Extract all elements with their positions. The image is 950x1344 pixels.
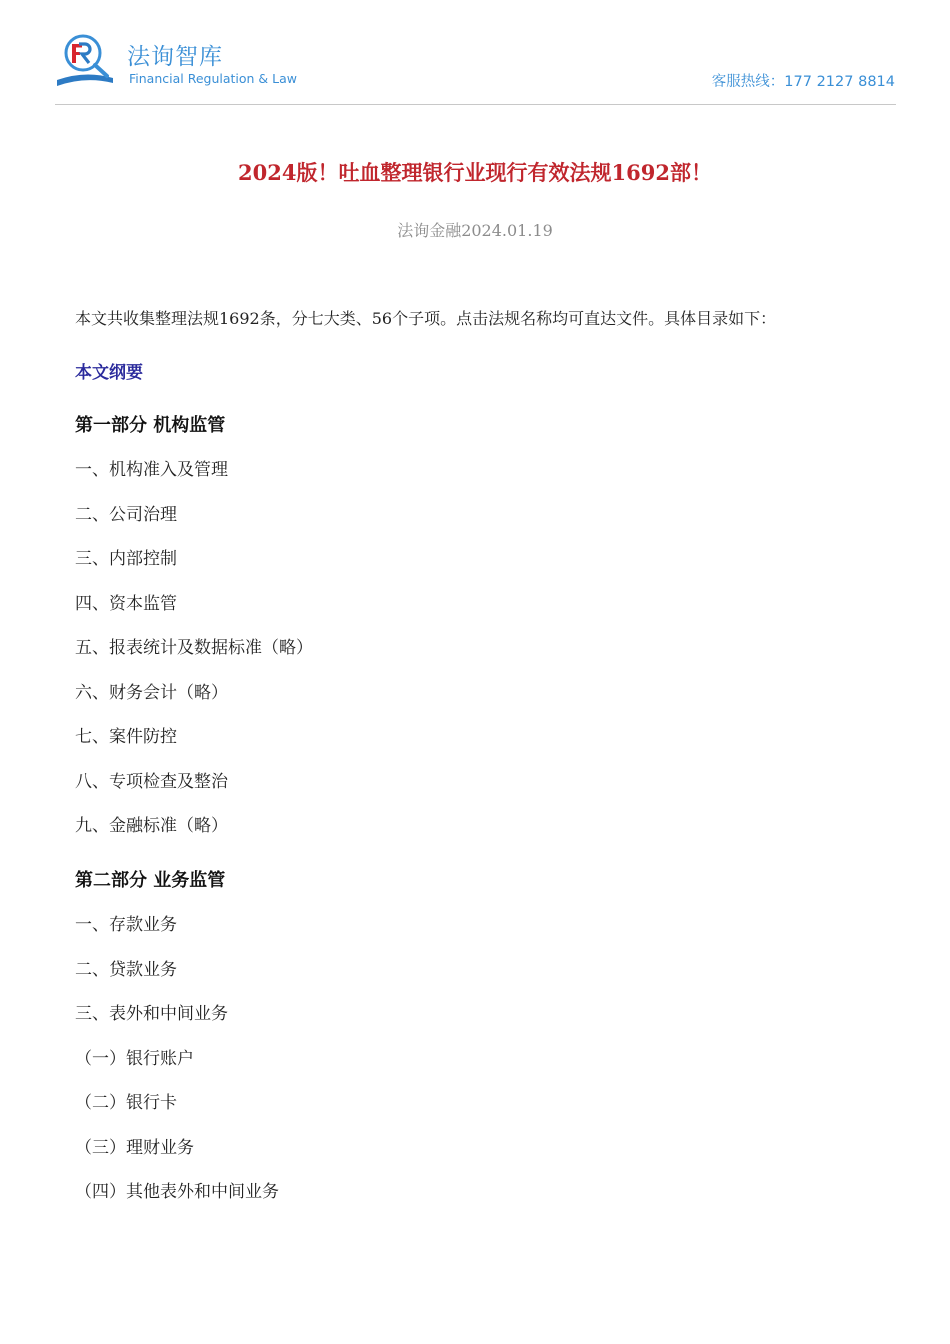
brand-name-cn: 法询智库 (127, 44, 223, 70)
part2-heading[interactable]: 第二部分 业务监管 (75, 870, 226, 891)
header-divider (55, 104, 896, 105)
toc-item[interactable]: 一、机构准入及管理 (75, 460, 228, 480)
outline-heading[interactable]: 本文纲要 (75, 363, 143, 383)
toc-item[interactable]: 四、资本监管 (75, 594, 177, 614)
toc-subitem[interactable]: （二）银行卡 (75, 1093, 177, 1113)
site-header (55, 30, 895, 104)
toc-item[interactable]: 八、专项检查及整治 (75, 772, 228, 792)
toc-item[interactable]: 九、金融标准（略） (75, 816, 228, 836)
toc-item[interactable]: 二、贷款业务 (75, 960, 177, 980)
toc-item[interactable]: 七、案件防控 (75, 727, 177, 747)
toc-subitem[interactable]: （四）其他表外和中间业务 (75, 1182, 279, 1202)
toc-item[interactable]: 五、报表统计及数据标准（略） (75, 638, 313, 658)
brand-name-en: Financial Regulation & Law (129, 71, 297, 86)
toc-item[interactable]: 六、财务会计（略） (75, 683, 228, 703)
hotline-text: 客服热线：177 2127 8814 (711, 74, 895, 90)
toc-item[interactable]: 三、表外和中间业务 (75, 1004, 228, 1024)
article-byline: 法询金融2024.01.19 (397, 221, 553, 240)
article-title: 2024版！吐血整理银行业现行有效法规1692部！ (238, 160, 712, 185)
intro-paragraph: 本文共收集整理法规1692条，分七大类、56个子项。点击法规名称均可直达文件。具体目录如下： (75, 309, 777, 328)
part1-heading[interactable]: 第一部分 机构监管 (75, 415, 226, 436)
toc-subitem[interactable]: （三）理财业务 (75, 1138, 194, 1158)
toc-item[interactable]: 二、公司治理 (75, 505, 177, 525)
toc-item[interactable]: 三、内部控制 (75, 549, 177, 569)
toc-subitem[interactable]: （一）银行账户 (75, 1049, 194, 1069)
fr-magnifier-logo-icon (55, 30, 117, 88)
toc-item[interactable]: 一、存款业务 (75, 915, 177, 935)
